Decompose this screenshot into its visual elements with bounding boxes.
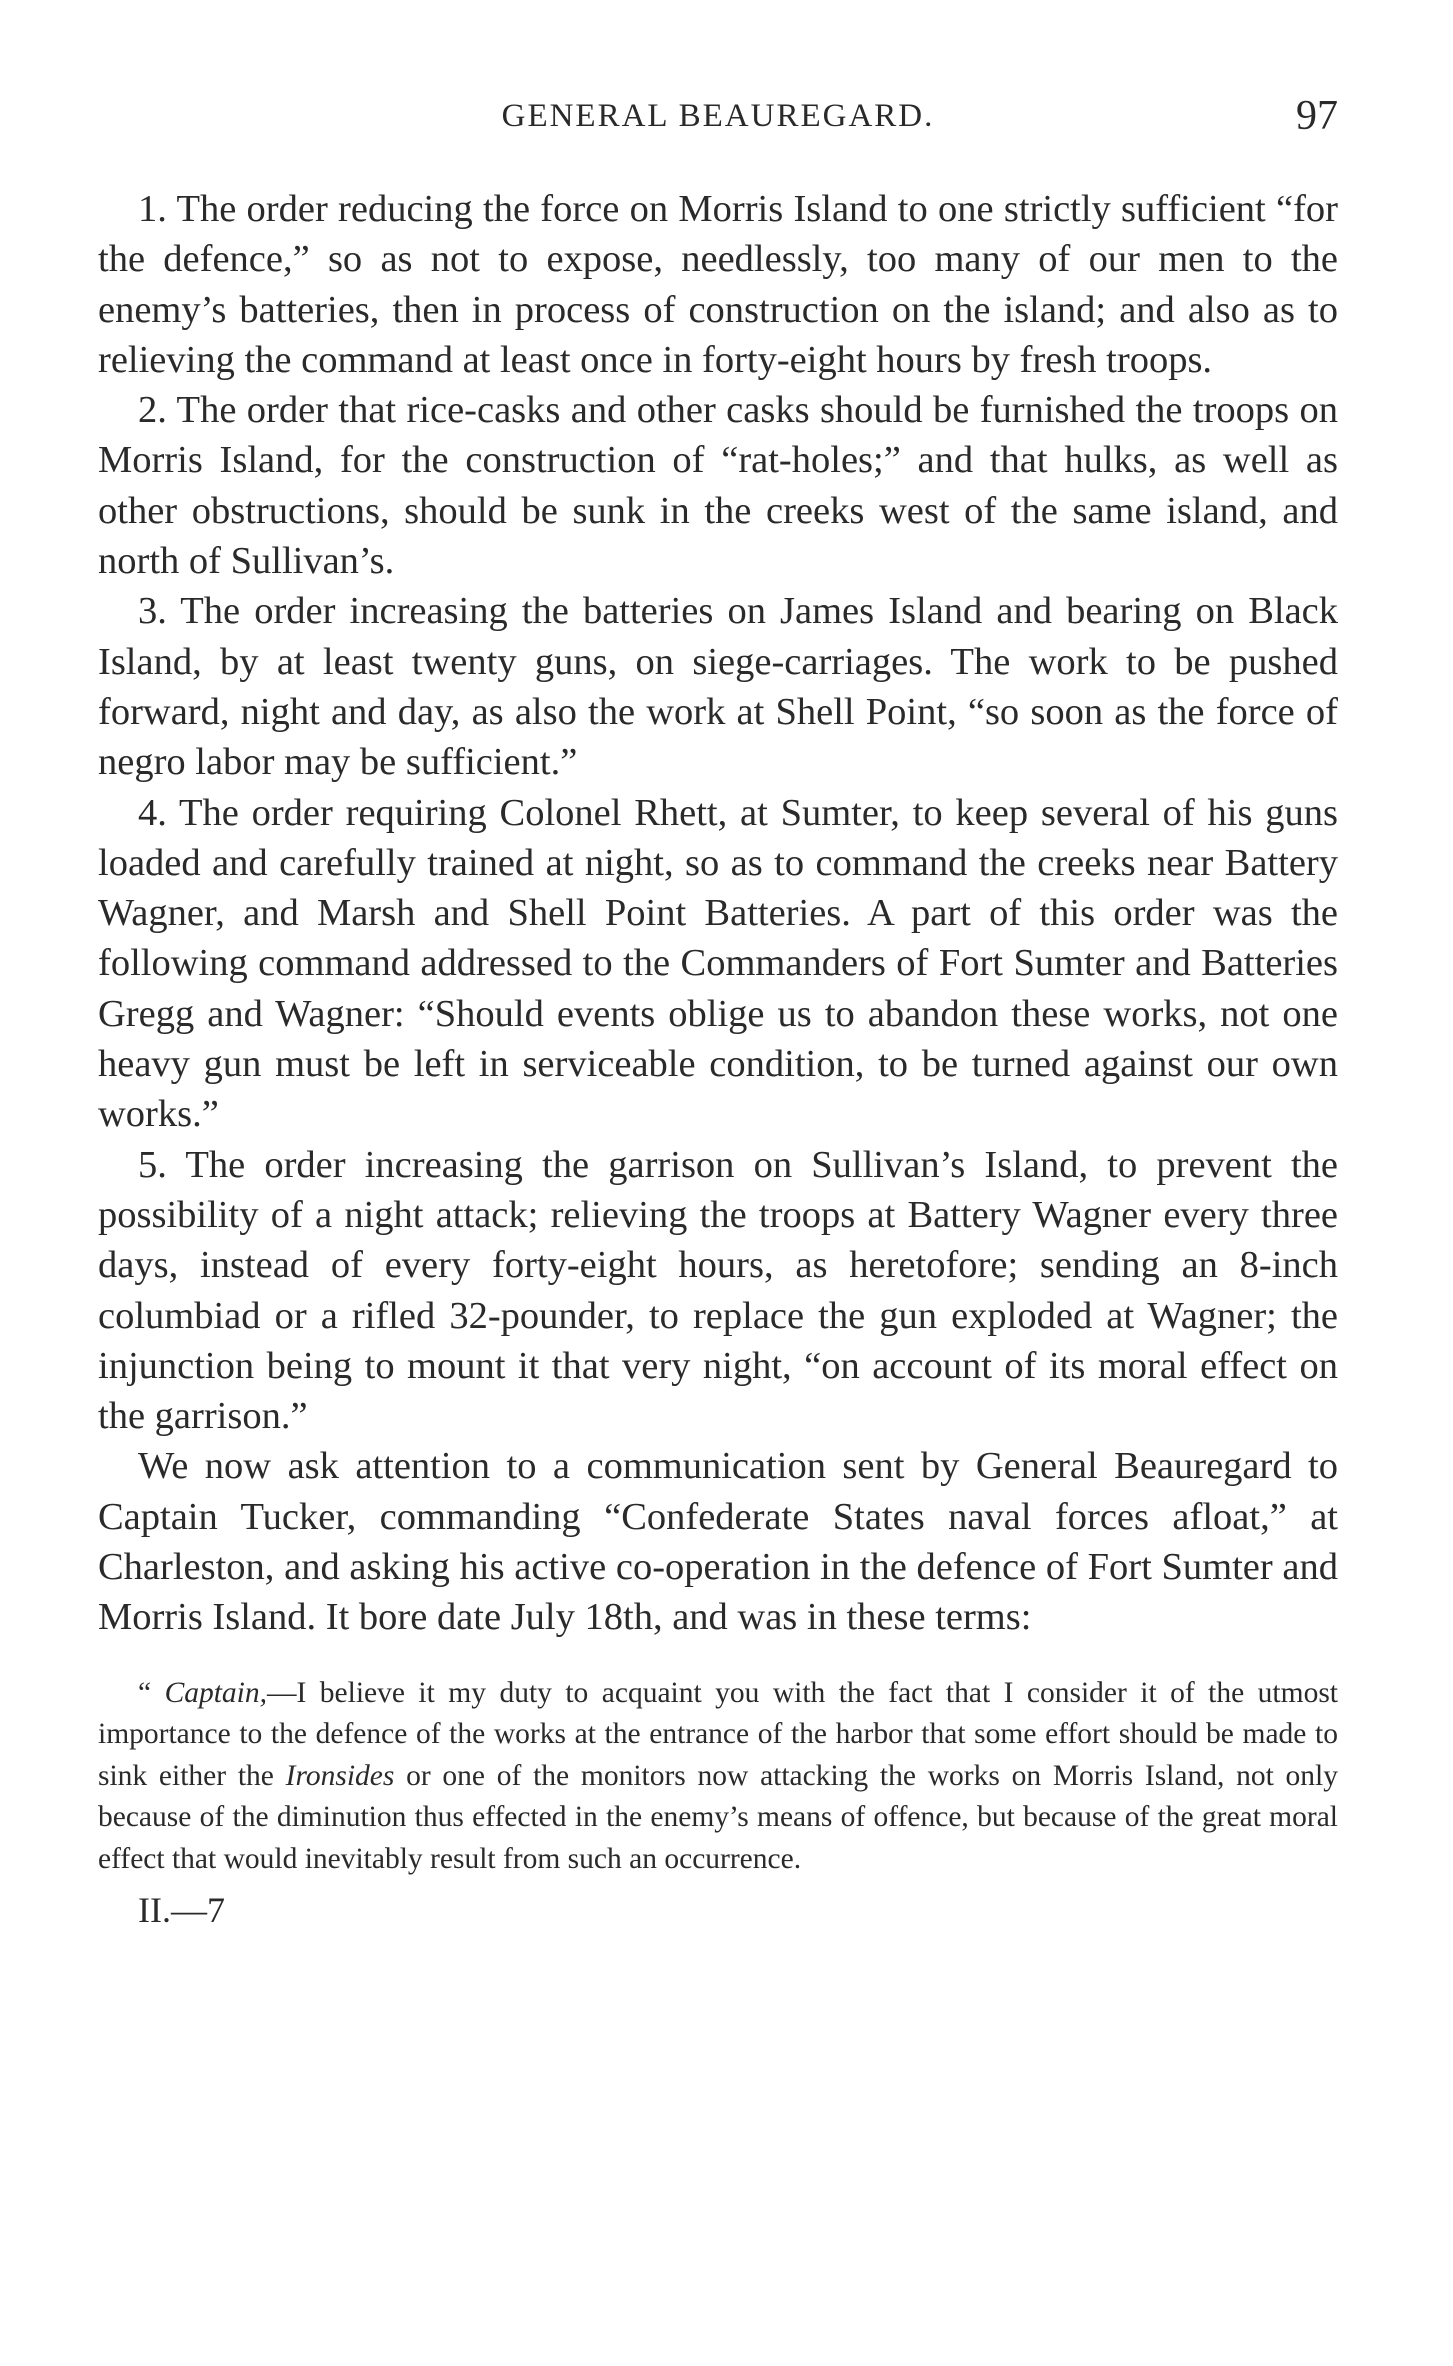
paragraph-4: 4. The order requiring Colonel Rhett, at Sumter, to keep several of his guns loaded and carefully trained at night, so as to command the creeks near Battery Wagner, and Marsh and Shell Point Batteries. A part of this order was the following command addressed to the Commanders of Fort Sumter and Batteries Gregg and Wagner: “Should events oblige us to abandon these works, not one heavy gun must be left in serviceable condition, to be turned against our own works.”	[98, 791, 1338, 1136]
paragraph-2: 2. The order that rice-casks and other casks should be furnished the troops on Morris Island, for the construction of “rat-holes;” and that hulks, as well as other obstructions, should be sunk in the creeks west of the same island, and north of Sullivan’s.	[98, 389, 1338, 583]
book-page	[98, 88, 1338, 1932]
quote-text-2: or one of the monitors now attacking the works on Morris Island, not only because of the diminution thus effected in the enemy’s means of offence, but because of the great moral effect that would inevitably result from such an occurrence.	[98, 1759, 1338, 1875]
quote-paragraph	[98, 1673, 1338, 1881]
quote-salutation: Captain,	[164, 1676, 268, 1709]
quoted-letter	[98, 1673, 1338, 1881]
body-text	[98, 184, 1338, 1643]
paragraph-3: 3. The order increasing the batteries on James Island and bearing on Black Island, by at least twenty guns, on siege-carriages. The work to be pushed forward, night and day, as also the work at Shell Point, “so soon as the force of negro labor may be sufficient.”	[98, 590, 1338, 784]
paragraph-1: 1. The order reducing the force on Morris Island to one strictly sufficient “for the defence,” so as not to expose, needlessly, too many of our men to the enemy’s batteries, then in process of construction on the island; and also as to relieving the command at least once in forty-eight hours by fresh troops.	[98, 188, 1338, 381]
running-head: GENERAL BEAUREGARD.	[501, 98, 935, 134]
signature-mark: II.—7	[138, 1890, 225, 1931]
page-header	[98, 88, 1338, 148]
page-number: 97	[1296, 93, 1338, 139]
quote-text-1: —I believe it my duty to acquaint you with the fact that I consider it of the utmost importance to the defence of the works at the entrance of the harbor that some effort should be made to sink either the	[98, 1676, 1338, 1792]
paragraph-5: 5. The order increasing the garrison on Sullivan’s Island, to prevent the possibility of a night attack; relieving the troops at Battery Wagner every three days, instead of every forty-eight hours, as heretofore; sending an 8-inch columbiad or a rifled 32-pounder, to replace the gun exploded at Wagner; the injunction being to mount it that very night, “on account of its moral effect on the garrison.”	[98, 1143, 1338, 1438]
paragraph-6: We now ask attention to a communication sent by General Beauregard to Captain Tucker, commanding “Confederate States naval forces afloat,” at Charleston, and asking his active co-operation in the defence of Fort Sumter and Morris Island. It bore date July 18th, and was in these terms:	[98, 1445, 1338, 1639]
quote-open-mark: “	[138, 1676, 165, 1709]
quote-ship-name: Ironsides	[285, 1759, 395, 1792]
